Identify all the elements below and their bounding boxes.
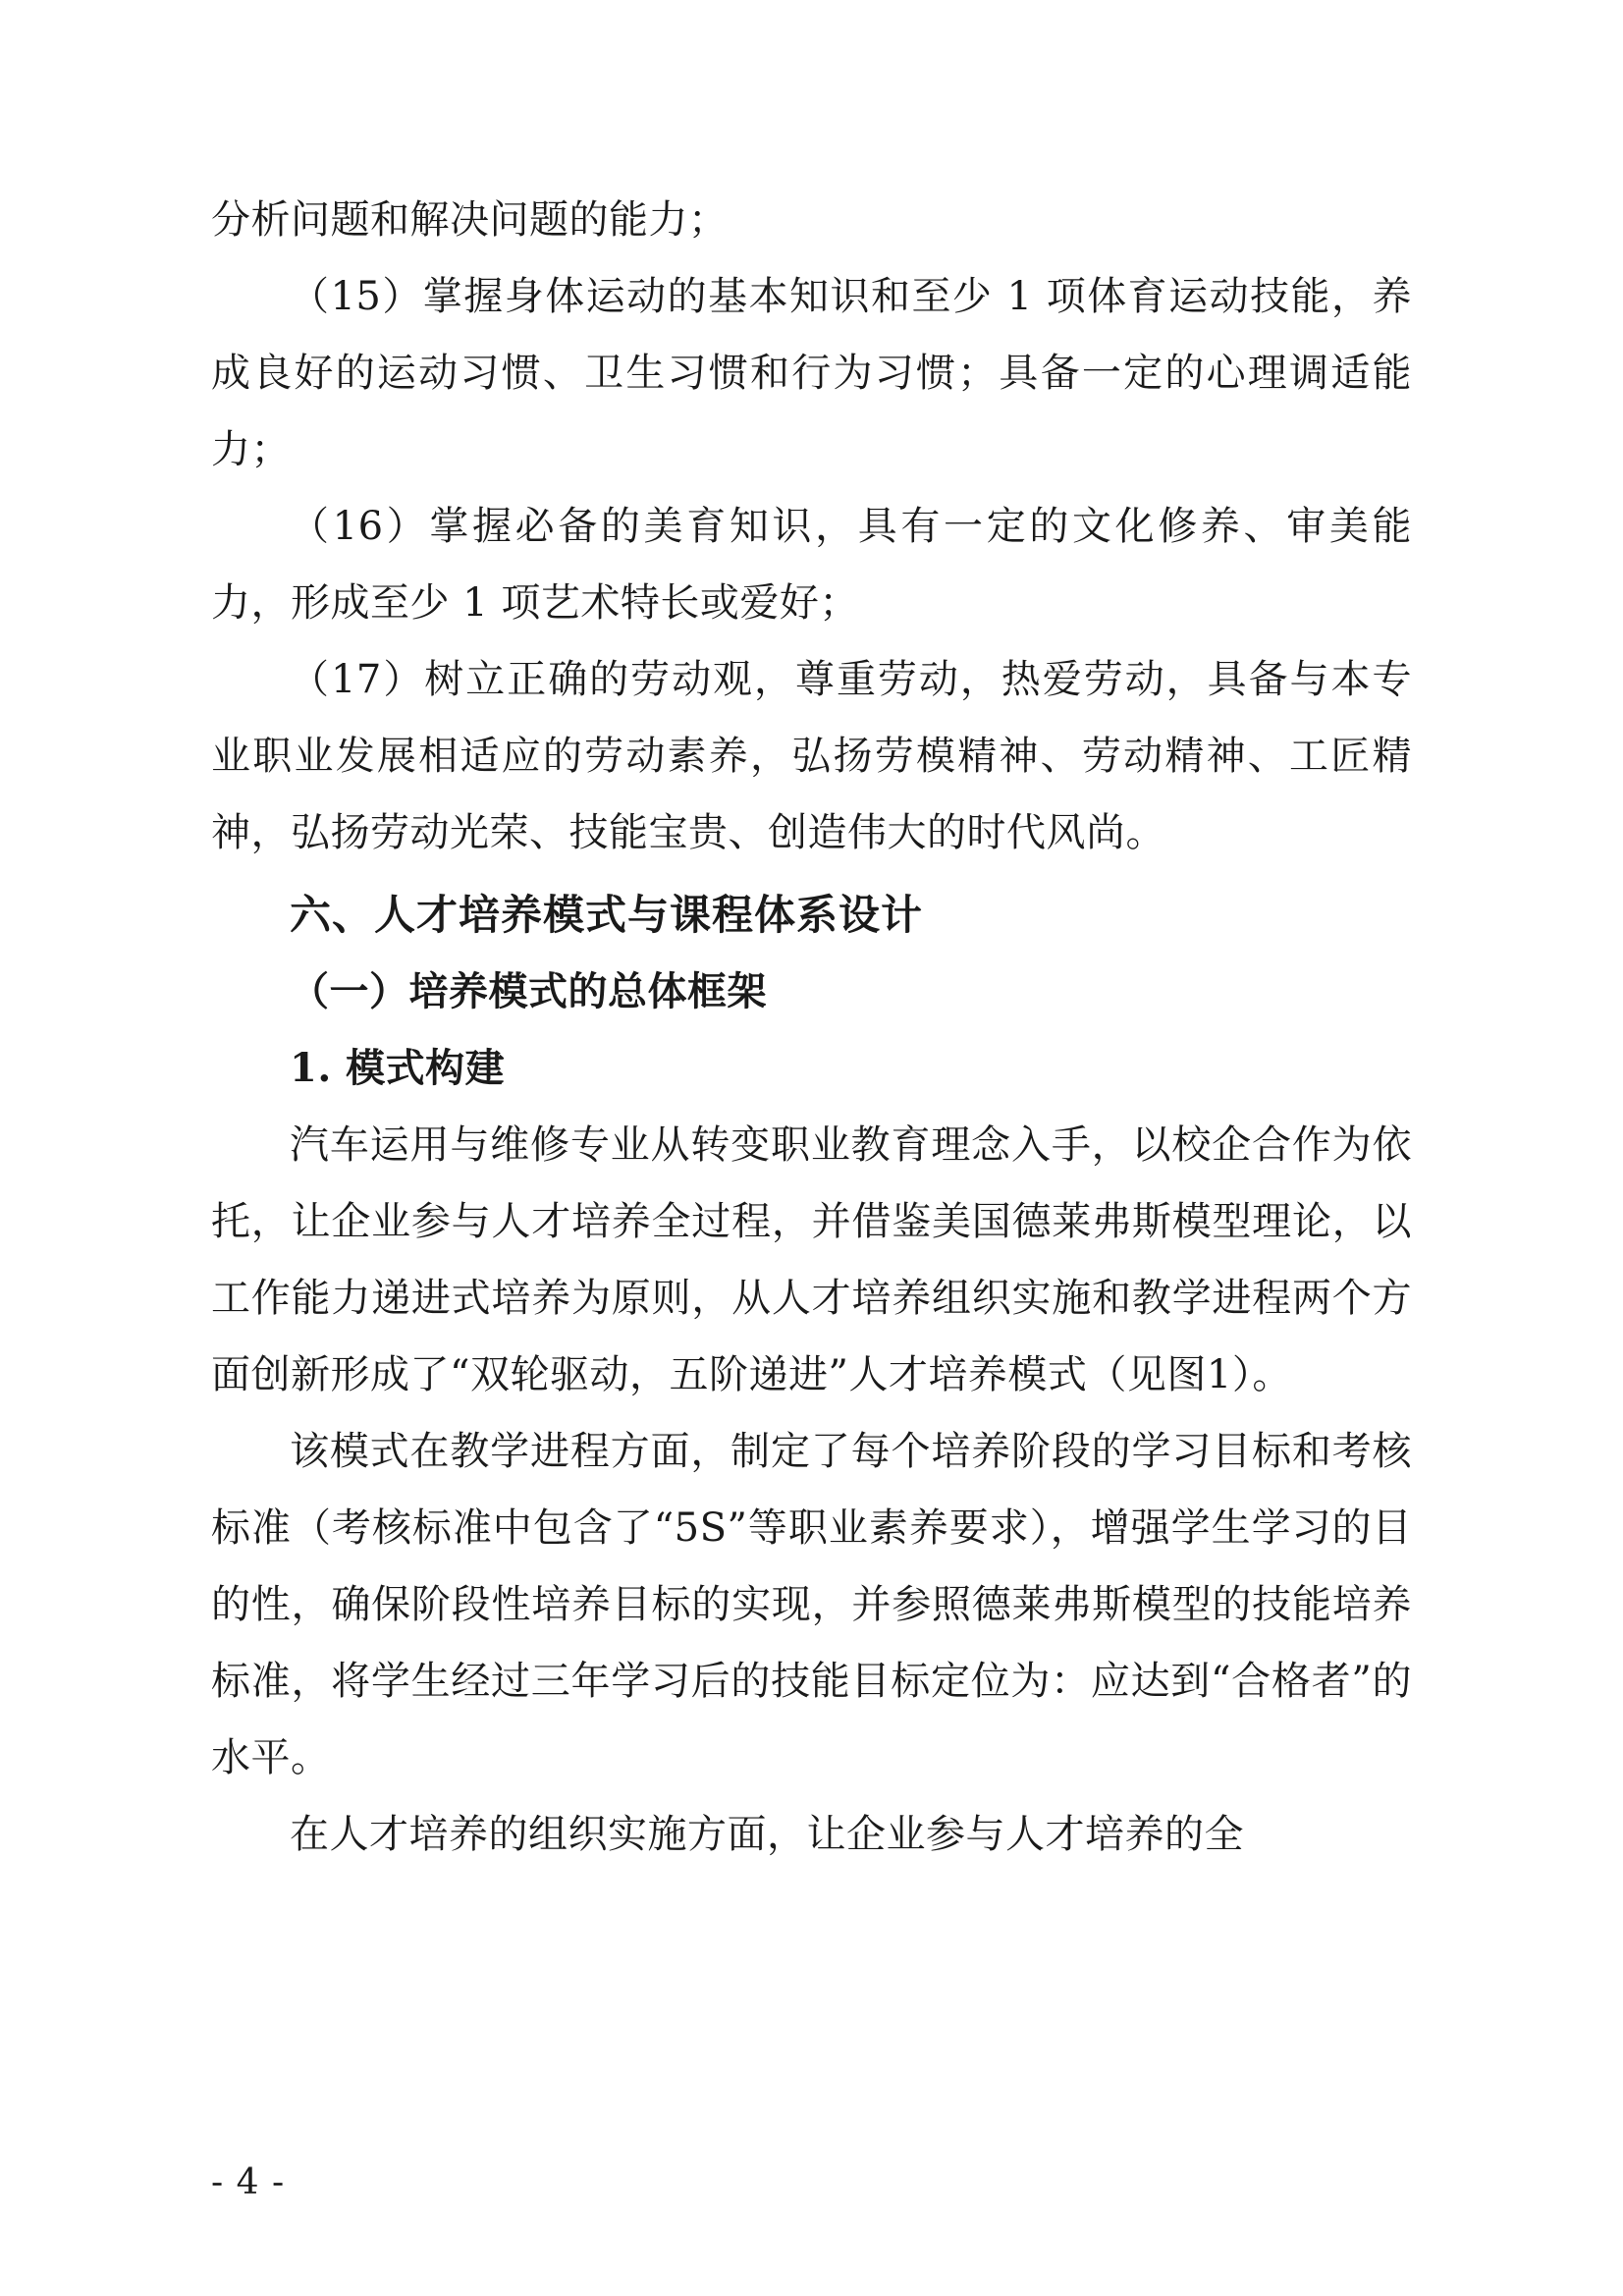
paragraph-item-15: （15）掌握身体运动的基本知识和至少 1 项体育运动技能，养成良好的运动习惯、卫生习惯和行为习惯；具备一定的心理调适能力； — [211, 274, 1412, 472]
paragraph-item-17: （17）树立正确的劳动观，尊重劳动，热爱劳动，具备与本专业职业发展相适应的劳动素养，弘扬劳模精神、劳动精神、工匠精神，弘扬劳动光荣、技能宝贵、创造伟大的时代风尚。 — [211, 657, 1412, 855]
paragraph-mode-2: 该模式在教学进程方面，制定了每个培养阶段的学习目标和考核标准（考核标准中包含了“5S”等职业素养要求），增强学生学习的目的性，确保阶段性培养目标的实现，并参照德莱弗斯模型的技能培养标准，将学生经过三年学习后的技能目标定位为：应达到“合格者”的水平。 — [211, 1429, 1412, 1780]
subsubsection-heading: 1. 模式构建 — [290, 1045, 506, 1091]
section-heading: 六、人才培养模式与课程体系设计 — [290, 891, 924, 939]
paragraph-mode-3: 在人才培养的组织实施方面，让企业参与人才培养的全 — [290, 1812, 1244, 1857]
subsection-heading: （一）培养模式的总体框架 — [290, 968, 767, 1014]
paragraph-continued: 分析问题和解决问题的能力； — [211, 197, 729, 243]
page-number: - 4 - — [211, 2162, 286, 2203]
paragraph-item-16: （16）掌握必备的美育知识，具有一定的文化修养、审美能力，形成至少 1 项艺术特长或爱好； — [211, 504, 1412, 626]
document-body — [211, 182, 1412, 1873]
paragraph-mode-1: 汽车运用与维修专业从转变职业教育理念入手，以校企合作为依托，让企业参与人才培养全过程，并借鉴美国德莱弗斯模型理论，以工作能力递进式培养为原则，从人才培养组织实施和教学进程两个方面创新形成了“双轮驱动，五阶递进”人才培养模式（见图1）。 — [211, 1122, 1412, 1397]
